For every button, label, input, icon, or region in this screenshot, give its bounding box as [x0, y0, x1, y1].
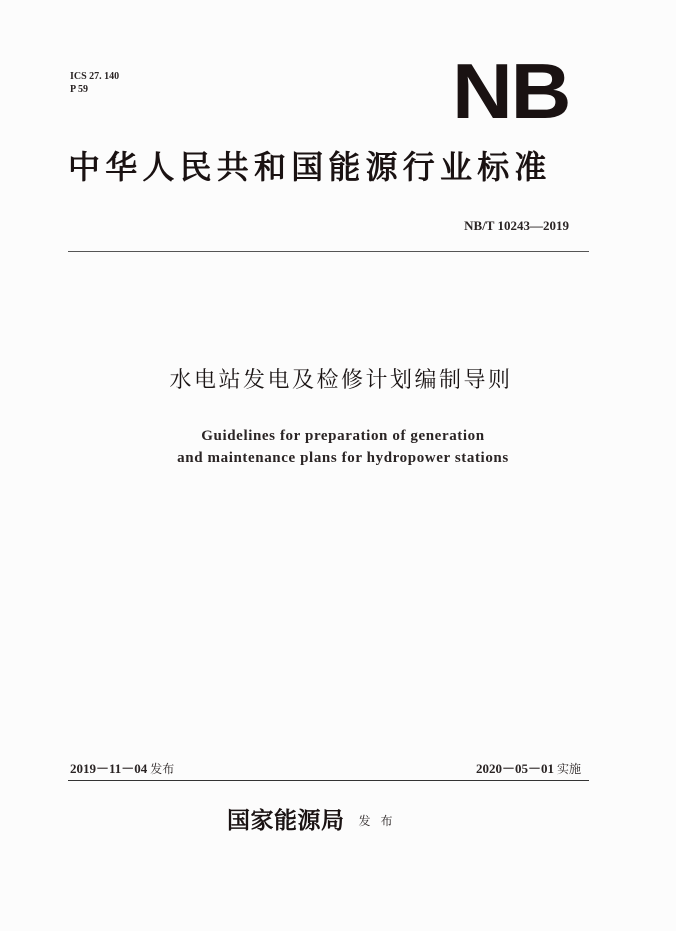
- english-title: [0, 425, 676, 469]
- implementation-date-label: 实施: [556, 762, 581, 776]
- implementation-date: [476, 761, 581, 777]
- english-title-line-2: and maintenance plans for hydropower stations: [177, 450, 509, 466]
- publisher-action: 发布: [358, 814, 403, 828]
- nb-logo: NB: [452, 47, 570, 135]
- ics-code: ICS 27. 140: [70, 71, 120, 82]
- standard-number: NB/T 10243—2019: [464, 218, 569, 233]
- issue-date-label: 发布: [150, 762, 175, 776]
- chinese-title: 水电站发电及检修计划编制导则: [169, 368, 513, 393]
- bottom-divider: [68, 780, 589, 781]
- publisher-name: 国家能源局: [227, 807, 345, 834]
- issue-date-value: 2019－11－04: [70, 761, 148, 776]
- english-title-line-1: Guidelines for preparation of generation: [201, 428, 485, 444]
- implementation-date-value: 2020－05－01: [475, 761, 554, 776]
- issue-date: [70, 761, 174, 777]
- top-divider: [68, 251, 589, 252]
- standard-category-title: 中华人民共和国能源行业标准: [68, 148, 552, 186]
- classification-codes: [70, 70, 119, 96]
- publisher: [227, 806, 403, 836]
- classification-code: P 59: [70, 84, 89, 95]
